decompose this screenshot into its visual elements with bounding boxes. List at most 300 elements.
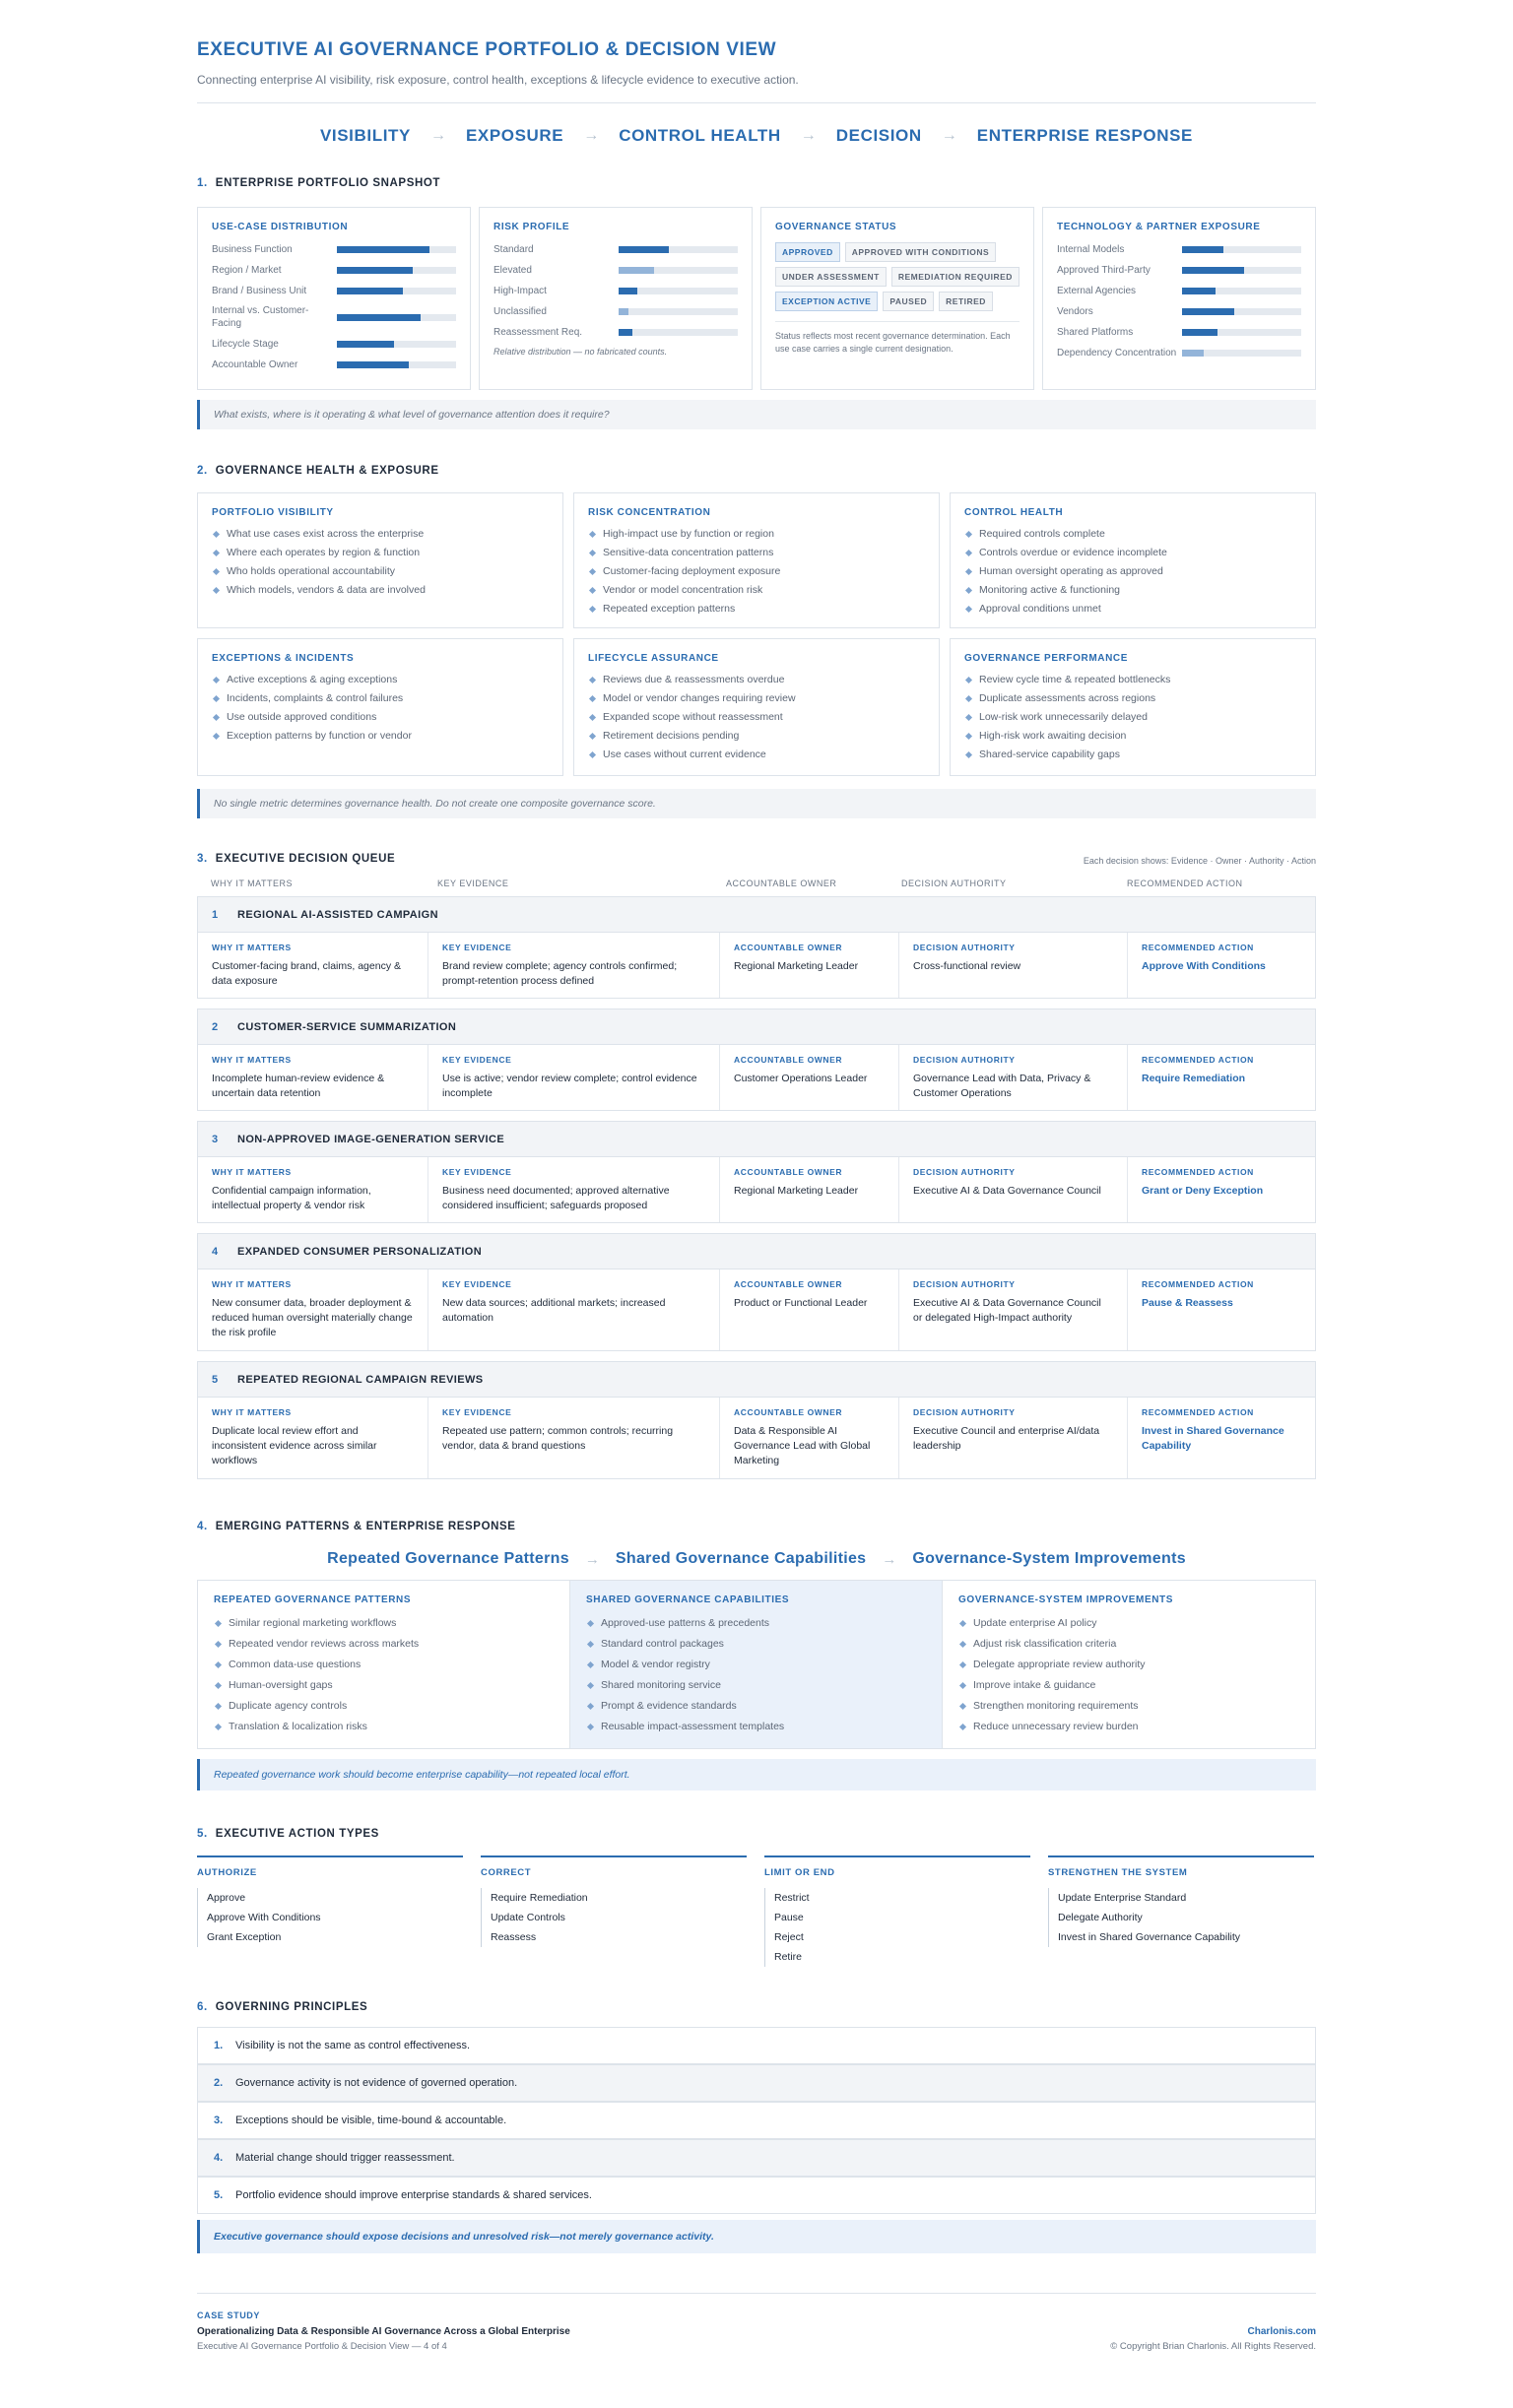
principle-row — [197, 2102, 1316, 2139]
bar-label: Vendors — [1057, 305, 1093, 317]
decision-cell-action — [1128, 1269, 1315, 1350]
cell-value: New data sources; additional markets; increased automation — [442, 1297, 666, 1324]
cell-value: Brand review complete; agency controls confirmed; prompt-retention process defined — [442, 960, 678, 987]
bullet-list — [214, 1617, 554, 1732]
list-item: High-impact use by function or region — [588, 528, 925, 540]
list-item: Controls overdue or evidence incomplete — [964, 547, 1301, 558]
list-item: Customer-facing deployment exposure — [588, 565, 925, 577]
decision-cell-authority — [899, 1269, 1128, 1350]
cell-label: RECOMMENDED ACTION — [1142, 1055, 1254, 1065]
status-badge: RETIRED — [939, 292, 993, 311]
section-title: EXECUTIVE ACTION TYPES — [215, 1828, 379, 1840]
cell-label: DECISION AUTHORITY — [913, 1407, 1016, 1417]
decision-cell-why — [198, 1398, 428, 1478]
bullet-list — [212, 528, 549, 596]
bar-fill — [1182, 329, 1217, 336]
bar-fill — [337, 288, 403, 294]
pattern-chain — [197, 1550, 1316, 1568]
decision-cells — [198, 1398, 1315, 1478]
decision-cells — [198, 1157, 1315, 1222]
bar-label: Approved Third-Party — [1057, 264, 1151, 276]
bar-row — [493, 284, 738, 297]
action-item: Reassess — [481, 1927, 747, 1947]
governance-status-card — [760, 207, 1034, 390]
bar-fill — [337, 267, 413, 274]
decision-number: 3 — [212, 1133, 219, 1145]
cell-value: Executive Council and enterprise AI/data leadership — [913, 1425, 1100, 1452]
list-item: Where each operates by region & function — [212, 547, 549, 558]
cell-label: WHY IT MATTERS — [212, 1407, 292, 1417]
decision-card — [197, 1361, 1316, 1479]
cell-label: KEY EVIDENCE — [442, 1055, 512, 1065]
bar-label: Dependency Concentration — [1057, 347, 1177, 358]
cell-value: Executive AI & Data Governance Council — [913, 1185, 1101, 1197]
bar-fill — [1182, 308, 1234, 315]
cell-label: DECISION AUTHORITY — [913, 1055, 1016, 1065]
governance-flow — [197, 126, 1316, 146]
bar-track — [619, 288, 738, 294]
decision-cell-authority — [899, 1045, 1128, 1110]
action-group-title: CORRECT — [481, 1855, 747, 1878]
decision-header — [198, 1234, 1315, 1269]
list-item: Reviews due & reassessments overdue — [588, 674, 925, 685]
bar-track — [1182, 267, 1301, 274]
decision-number: 1 — [212, 908, 219, 921]
column-header: DECISION AUTHORITY — [901, 879, 1007, 888]
cell-label: RECOMMENDED ACTION — [1142, 1167, 1254, 1177]
cell-label: DECISION AUTHORITY — [913, 1279, 1016, 1289]
list-item: Human oversight operating as approved — [964, 565, 1301, 577]
column-header: RECOMMENDED ACTION — [1127, 879, 1243, 888]
health-card — [573, 492, 940, 628]
bar-row — [1057, 284, 1301, 297]
bar-label: Business Function — [212, 243, 293, 255]
bar-fill — [337, 246, 429, 253]
list-item: Use cases without current evidence — [588, 748, 925, 760]
decision-header — [198, 897, 1315, 933]
principle-row — [197, 2064, 1316, 2102]
bar-row — [1057, 242, 1301, 256]
bar-track — [337, 341, 456, 348]
cell-label: KEY EVIDENCE — [442, 943, 512, 952]
list-item: Required controls complete — [964, 528, 1301, 540]
bar-fill — [619, 308, 628, 315]
card-title: USE-CASE DISTRIBUTION — [212, 222, 349, 232]
cell-value: Cross-functional review — [913, 960, 1021, 972]
decision-number: 2 — [212, 1020, 219, 1033]
decision-card — [197, 896, 1316, 999]
action-group — [197, 1855, 463, 1947]
decision-cell-authority — [899, 1398, 1128, 1478]
list-item: What use cases exist across the enterprise — [212, 528, 549, 540]
pattern-column — [943, 1581, 1315, 1748]
health-card — [197, 638, 563, 776]
list-item: Model or vendor changes requiring review — [588, 692, 925, 704]
list-item: Improve intake & guidance — [958, 1679, 1299, 1691]
bar-fill — [1182, 246, 1223, 253]
column-title: REPEATED GOVERNANCE PATTERNS — [214, 1594, 412, 1605]
decision-cell-owner — [720, 1045, 899, 1110]
bar-row — [212, 358, 456, 371]
bar-track — [619, 329, 738, 336]
section-6-callout: Executive governance should expose decisions and unresolved risk—not merely governance activity. — [197, 2220, 1316, 2253]
bar-track — [1182, 288, 1301, 294]
status-badge: UNDER ASSESSMENT — [775, 267, 887, 287]
action-item: Require Remediation — [481, 1888, 747, 1908]
card-title: GOVERNANCE PERFORMANCE — [964, 653, 1128, 664]
list-item: Shared monitoring service — [586, 1679, 926, 1691]
action-item: Pause — [764, 1908, 1030, 1927]
bar-row — [212, 337, 456, 351]
bar-label: Brand / Business Unit — [212, 285, 307, 296]
action-group-title: STRENGTHEN THE SYSTEM — [1048, 1855, 1314, 1878]
bullet-list — [964, 528, 1301, 615]
list-item: Exception patterns by function or vendor — [212, 730, 549, 742]
bar-row — [212, 242, 456, 256]
card-title: TECHNOLOGY & PARTNER EXPOSURE — [1057, 222, 1261, 232]
bar-label: Standard — [493, 243, 534, 255]
bar-track — [1182, 329, 1301, 336]
bar-track — [337, 246, 456, 253]
list-item: Monitoring active & functioning — [964, 584, 1301, 596]
column-header: WHY IT MATTERS — [211, 879, 294, 888]
principle-text: Visibility is not the same as control effectiveness. — [235, 2040, 471, 2051]
action-item: Reject — [764, 1927, 1030, 1947]
decision-title: REGIONAL AI-ASSISTED CAMPAIGN — [237, 908, 438, 921]
cell-value: Confidential campaign information, intellectual property & vendor risk — [212, 1185, 371, 1211]
decision-cell-owner — [720, 1157, 899, 1222]
section-number: 5. — [197, 1828, 208, 1840]
decision-cell-owner — [720, 933, 899, 998]
arrow-right-icon: → — [882, 1550, 897, 1568]
queue-column-headers — [197, 879, 1316, 890]
bar-fill — [619, 288, 637, 294]
principle-row — [197, 2139, 1316, 2177]
card-title: LIFECYCLE ASSURANCE — [588, 653, 719, 664]
section-number: 3. — [197, 853, 208, 865]
cell-label: KEY EVIDENCE — [442, 1279, 512, 1289]
list-item: Adjust risk classification criteria — [958, 1638, 1299, 1650]
section-title: EMERGING PATTERNS & ENTERPRISE RESPONSE — [215, 1521, 516, 1532]
list-item: Translation & localization risks — [214, 1721, 554, 1732]
page-subtitle: Connecting enterprise AI visibility, risk exposure, control health, exceptions & lifecycle evidence to executive action. — [197, 73, 799, 87]
cell-label: RECOMMENDED ACTION — [1142, 943, 1254, 952]
cell-value: Regional Marketing Leader — [734, 960, 859, 972]
cell-label: WHY IT MATTERS — [212, 943, 292, 952]
action-item: Approve — [197, 1888, 463, 1908]
bar-label: Accountable Owner — [212, 358, 298, 370]
bar-label: Internal Models — [1057, 243, 1125, 255]
section-1-heading — [197, 177, 440, 189]
bullet-list — [586, 1617, 926, 1732]
bar-label: Elevated — [493, 264, 532, 276]
flow-step: VISIBILITY — [319, 126, 411, 145]
decision-cell-action — [1128, 1157, 1315, 1222]
bullet-list — [958, 1617, 1299, 1732]
section-number: 4. — [197, 1521, 208, 1532]
pattern-column — [198, 1581, 570, 1748]
decision-cell-owner — [720, 1269, 899, 1350]
bar-track — [337, 288, 456, 294]
cell-label: ACCOUNTABLE OWNER — [734, 943, 843, 952]
decision-title: NON-APPROVED IMAGE-GENERATION SERVICE — [237, 1133, 505, 1145]
bar-label: High-Impact — [493, 285, 547, 296]
decision-header — [198, 1362, 1315, 1398]
action-group — [481, 1855, 747, 1947]
technology-partner-exposure-card — [1042, 207, 1316, 390]
arrow-right-icon: → — [941, 127, 957, 144]
column-header: KEY EVIDENCE — [437, 879, 509, 888]
cell-value: Repeated use pattern; common controls; recurring vendor, data & brand questions — [442, 1425, 674, 1452]
cell-value: Business need documented; approved alternative considered insufficient; safeguards proposed — [442, 1185, 670, 1211]
bar-row — [493, 304, 738, 318]
list-item: Delegate appropriate review authority — [958, 1659, 1299, 1670]
recommended-action: Pause & Reassess — [1142, 1297, 1233, 1309]
bar-track — [619, 267, 738, 274]
flow-step: EXPOSURE — [465, 126, 564, 145]
action-item: Retire — [764, 1947, 1030, 1967]
action-item: Update Enterprise Standard — [1048, 1888, 1314, 1908]
pattern-columns — [197, 1580, 1316, 1749]
status-badge: REMEDIATION REQUIRED — [891, 267, 1020, 287]
use-case-distribution-card — [197, 207, 471, 390]
cell-label: RECOMMENDED ACTION — [1142, 1407, 1254, 1417]
section-number: 2. — [197, 465, 208, 477]
list-item: Common data-use questions — [214, 1659, 554, 1670]
arrow-right-icon: → — [429, 127, 446, 144]
risk-profile-card — [479, 207, 753, 390]
decision-cell-why — [198, 1045, 428, 1110]
decision-cell-evidence — [428, 1269, 720, 1350]
bar-label: Region / Market — [212, 264, 282, 276]
cell-label: WHY IT MATTERS — [212, 1167, 292, 1177]
pattern-column — [570, 1581, 943, 1748]
list-item: High-risk work awaiting decision — [964, 730, 1301, 742]
decision-cells — [198, 1269, 1315, 1350]
footer-copyright: © Copyright Brian Charlonis. All Rights Reserved. — [1110, 2341, 1316, 2352]
action-item: Restrict — [764, 1888, 1030, 1908]
cell-value: Regional Marketing Leader — [734, 1185, 859, 1197]
bar-row — [212, 284, 456, 297]
cell-label: WHY IT MATTERS — [212, 1055, 292, 1065]
decision-cell-authority — [899, 1157, 1128, 1222]
action-group-title: AUTHORIZE — [197, 1855, 463, 1878]
decision-title: EXPANDED CONSUMER PERSONALIZATION — [237, 1245, 483, 1258]
decision-number: 5 — [212, 1373, 219, 1386]
list-item: Use outside approved conditions — [212, 711, 549, 723]
card-title: EXCEPTIONS & INCIDENTS — [212, 653, 355, 664]
card-title: PORTFOLIO VISIBILITY — [212, 507, 334, 518]
decision-cell-evidence — [428, 933, 720, 998]
principle-text: Exceptions should be visible, time-bound & accountable. — [235, 2115, 507, 2126]
bar-track — [619, 246, 738, 253]
footer-title: Operationalizing Data & Responsible AI Governance Across a Global Enterprise — [197, 2326, 570, 2337]
divider — [775, 321, 1020, 356]
bar-row — [212, 263, 456, 277]
bar-fill — [337, 314, 421, 321]
bar-fill — [1182, 267, 1244, 274]
list-item: Shared-service capability gaps — [964, 748, 1301, 760]
decision-cells — [198, 933, 1315, 998]
list-item: Human-oversight gaps — [214, 1679, 554, 1691]
list-item: Expanded scope without reassessment — [588, 711, 925, 723]
section-title: GOVERNING PRINCIPLES — [215, 2001, 368, 2013]
cell-value: Data & Responsible AI Governance Lead with Global Marketing — [734, 1425, 871, 1466]
principle-number: 1. — [214, 2040, 224, 2051]
bar-row — [493, 263, 738, 277]
list-item: Sensitive-data concentration patterns — [588, 547, 925, 558]
page-title: EXECUTIVE AI GOVERNANCE PORTFOLIO & DECISION VIEW — [197, 39, 777, 60]
decision-card — [197, 1121, 1316, 1223]
list-item: Who holds operational accountability — [212, 565, 549, 577]
list-item: Active exceptions & aging exceptions — [212, 674, 549, 685]
bar-row — [1057, 304, 1301, 318]
flow-step: CONTROL HEALTH — [619, 126, 781, 145]
action-item: Delegate Authority — [1048, 1908, 1314, 1927]
status-badge: APPROVED WITH CONDITIONS — [845, 242, 997, 262]
list-item: Duplicate assessments across regions — [964, 692, 1301, 704]
decision-cell-why — [198, 1269, 428, 1350]
cell-value: Use is active; vendor review complete; control evidence incomplete — [442, 1073, 697, 1099]
recommended-action: Require Remediation — [1142, 1073, 1246, 1084]
bar-track — [1182, 308, 1301, 315]
status-badges — [775, 242, 1020, 311]
bar-track — [337, 267, 456, 274]
bar-fill — [619, 329, 633, 336]
list-item: Model & vendor registry — [586, 1659, 926, 1670]
section-4-callout: Repeated governance work should become enterprise capability—not repeated local effort. — [197, 1759, 1316, 1790]
cell-value: Duplicate local review effort and inconsistent evidence across similar workflows — [212, 1425, 377, 1466]
decision-cell-action — [1128, 933, 1315, 998]
cell-label: ACCOUNTABLE OWNER — [734, 1407, 843, 1417]
principle-row — [197, 2027, 1316, 2064]
bar-list — [212, 242, 456, 371]
action-item: Grant Exception — [197, 1927, 463, 1947]
list-item: Prompt & evidence standards — [586, 1700, 926, 1712]
footer-page: Executive AI Governance Portfolio & Decision View — 4 of 4 — [197, 2341, 447, 2352]
decision-cell-why — [198, 933, 428, 998]
bar-label: Lifecycle Stage — [212, 338, 279, 350]
section-number: 1. — [197, 177, 208, 189]
bullet-list — [588, 528, 925, 615]
arrow-right-icon: → — [583, 127, 600, 144]
chain-step: Governance-System Improvements — [912, 1550, 1186, 1567]
decision-cell-owner — [720, 1398, 899, 1478]
action-item: Update Controls — [481, 1908, 747, 1927]
decision-cell-action — [1128, 1398, 1315, 1478]
decision-cell-evidence — [428, 1045, 720, 1110]
cell-value: Incomplete human-review evidence & uncertain data retention — [212, 1073, 385, 1099]
list-item: Approved-use patterns & precedents — [586, 1617, 926, 1629]
list-item: Low-risk work unnecessarily delayed — [964, 711, 1301, 723]
bar-row — [1057, 263, 1301, 277]
list-item: Strengthen monitoring requirements — [958, 1700, 1299, 1712]
bar-row — [1057, 325, 1301, 339]
bar-track — [1182, 350, 1301, 357]
section-title: GOVERNANCE HEALTH & EXPOSURE — [215, 465, 439, 477]
status-note: Status reflects most recent governance determination. Each use case carries a single current designation. — [775, 331, 1011, 354]
principle-number: 4. — [214, 2152, 224, 2164]
cell-label: KEY EVIDENCE — [442, 1407, 512, 1417]
bar-row — [493, 325, 738, 339]
bar-row — [1057, 346, 1301, 359]
recommended-action: Grant or Deny Exception — [1142, 1185, 1264, 1197]
cell-label: ACCOUNTABLE OWNER — [734, 1279, 843, 1289]
cell-value: Governance Lead with Data, Privacy & Customer Operations — [913, 1073, 1091, 1099]
cell-label: ACCOUNTABLE OWNER — [734, 1055, 843, 1065]
action-group — [1048, 1855, 1314, 1947]
cell-value: Executive AI & Data Governance Council or delegated High-Impact authority — [913, 1297, 1101, 1324]
section-3-heading — [197, 853, 395, 865]
decision-cell-evidence — [428, 1157, 720, 1222]
status-badge: PAUSED — [883, 292, 934, 311]
flow-step: DECISION — [835, 126, 922, 145]
action-item: Invest in Shared Governance Capability — [1048, 1927, 1314, 1947]
bar-fill — [619, 267, 654, 274]
risk-note: Relative distribution — no fabricated counts. — [493, 347, 668, 357]
bar-track — [337, 361, 456, 368]
decision-cell-why — [198, 1157, 428, 1222]
footer-site-link[interactable]: Charlonis.com — [1247, 2326, 1316, 2337]
principle-text: Governance activity is not evidence of governed operation. — [235, 2077, 518, 2089]
section-1-callout: What exists, where is it operating & what level of governance attention does it require? — [197, 400, 1316, 429]
list-item: Repeated exception patterns — [588, 603, 925, 615]
cell-value: Customer Operations Leader — [734, 1073, 868, 1084]
section-title: ENTERPRISE PORTFOLIO SNAPSHOT — [215, 177, 441, 189]
principle-number: 2. — [214, 2077, 224, 2089]
footer-divider — [197, 2293, 1316, 2294]
decision-legend: Each decision shows: Evidence · Owner · Authority · Action — [1083, 856, 1316, 866]
action-item: Approve With Conditions — [197, 1908, 463, 1927]
principle-row — [197, 2177, 1316, 2214]
status-badge: EXCEPTION ACTIVE — [775, 292, 878, 311]
arrow-right-icon: → — [800, 127, 817, 144]
card-title: RISK PROFILE — [493, 222, 570, 232]
bar-fill — [337, 341, 394, 348]
list-item: Similar regional marketing workflows — [214, 1617, 554, 1629]
health-card — [950, 492, 1316, 628]
health-card — [950, 638, 1316, 776]
card-title: GOVERNANCE STATUS — [775, 222, 897, 232]
principle-number: 5. — [214, 2189, 224, 2201]
bar-row — [493, 242, 738, 256]
principle-text: Material change should trigger reassessment. — [235, 2152, 455, 2164]
list-item: Update enterprise AI policy — [958, 1617, 1299, 1629]
decision-cell-authority — [899, 933, 1128, 998]
cell-value: New consumer data, broader deployment & reduced human oversight materially change the risk profile — [212, 1297, 413, 1338]
cell-label: WHY IT MATTERS — [212, 1279, 292, 1289]
bar-label: Reassessment Req. — [493, 326, 583, 338]
list-item: Repeated vendor reviews across markets — [214, 1638, 554, 1650]
section-5-heading — [197, 1828, 379, 1840]
list-item: Reduce unnecessary review burden — [958, 1721, 1299, 1732]
column-title: GOVERNANCE-SYSTEM IMPROVEMENTS — [958, 1594, 1174, 1605]
decision-cell-evidence — [428, 1398, 720, 1478]
decision-card — [197, 1233, 1316, 1351]
chain-step: Repeated Governance Patterns — [327, 1550, 569, 1567]
list-item: Retirement decisions pending — [588, 730, 925, 742]
bullet-list — [588, 674, 925, 760]
card-title: CONTROL HEALTH — [964, 507, 1064, 518]
decision-title: CUSTOMER-SERVICE SUMMARIZATION — [237, 1020, 457, 1033]
list-item: Incidents, complaints & control failures — [212, 692, 549, 704]
list-item: Duplicate agency controls — [214, 1700, 554, 1712]
status-badge: APPROVED — [775, 242, 840, 262]
recommended-action: Invest in Shared Governance Capability — [1142, 1425, 1284, 1452]
decision-title: REPEATED REGIONAL CAMPAIGN REVIEWS — [237, 1373, 484, 1386]
cell-label: KEY EVIDENCE — [442, 1167, 512, 1177]
cell-label: DECISION AUTHORITY — [913, 943, 1016, 952]
